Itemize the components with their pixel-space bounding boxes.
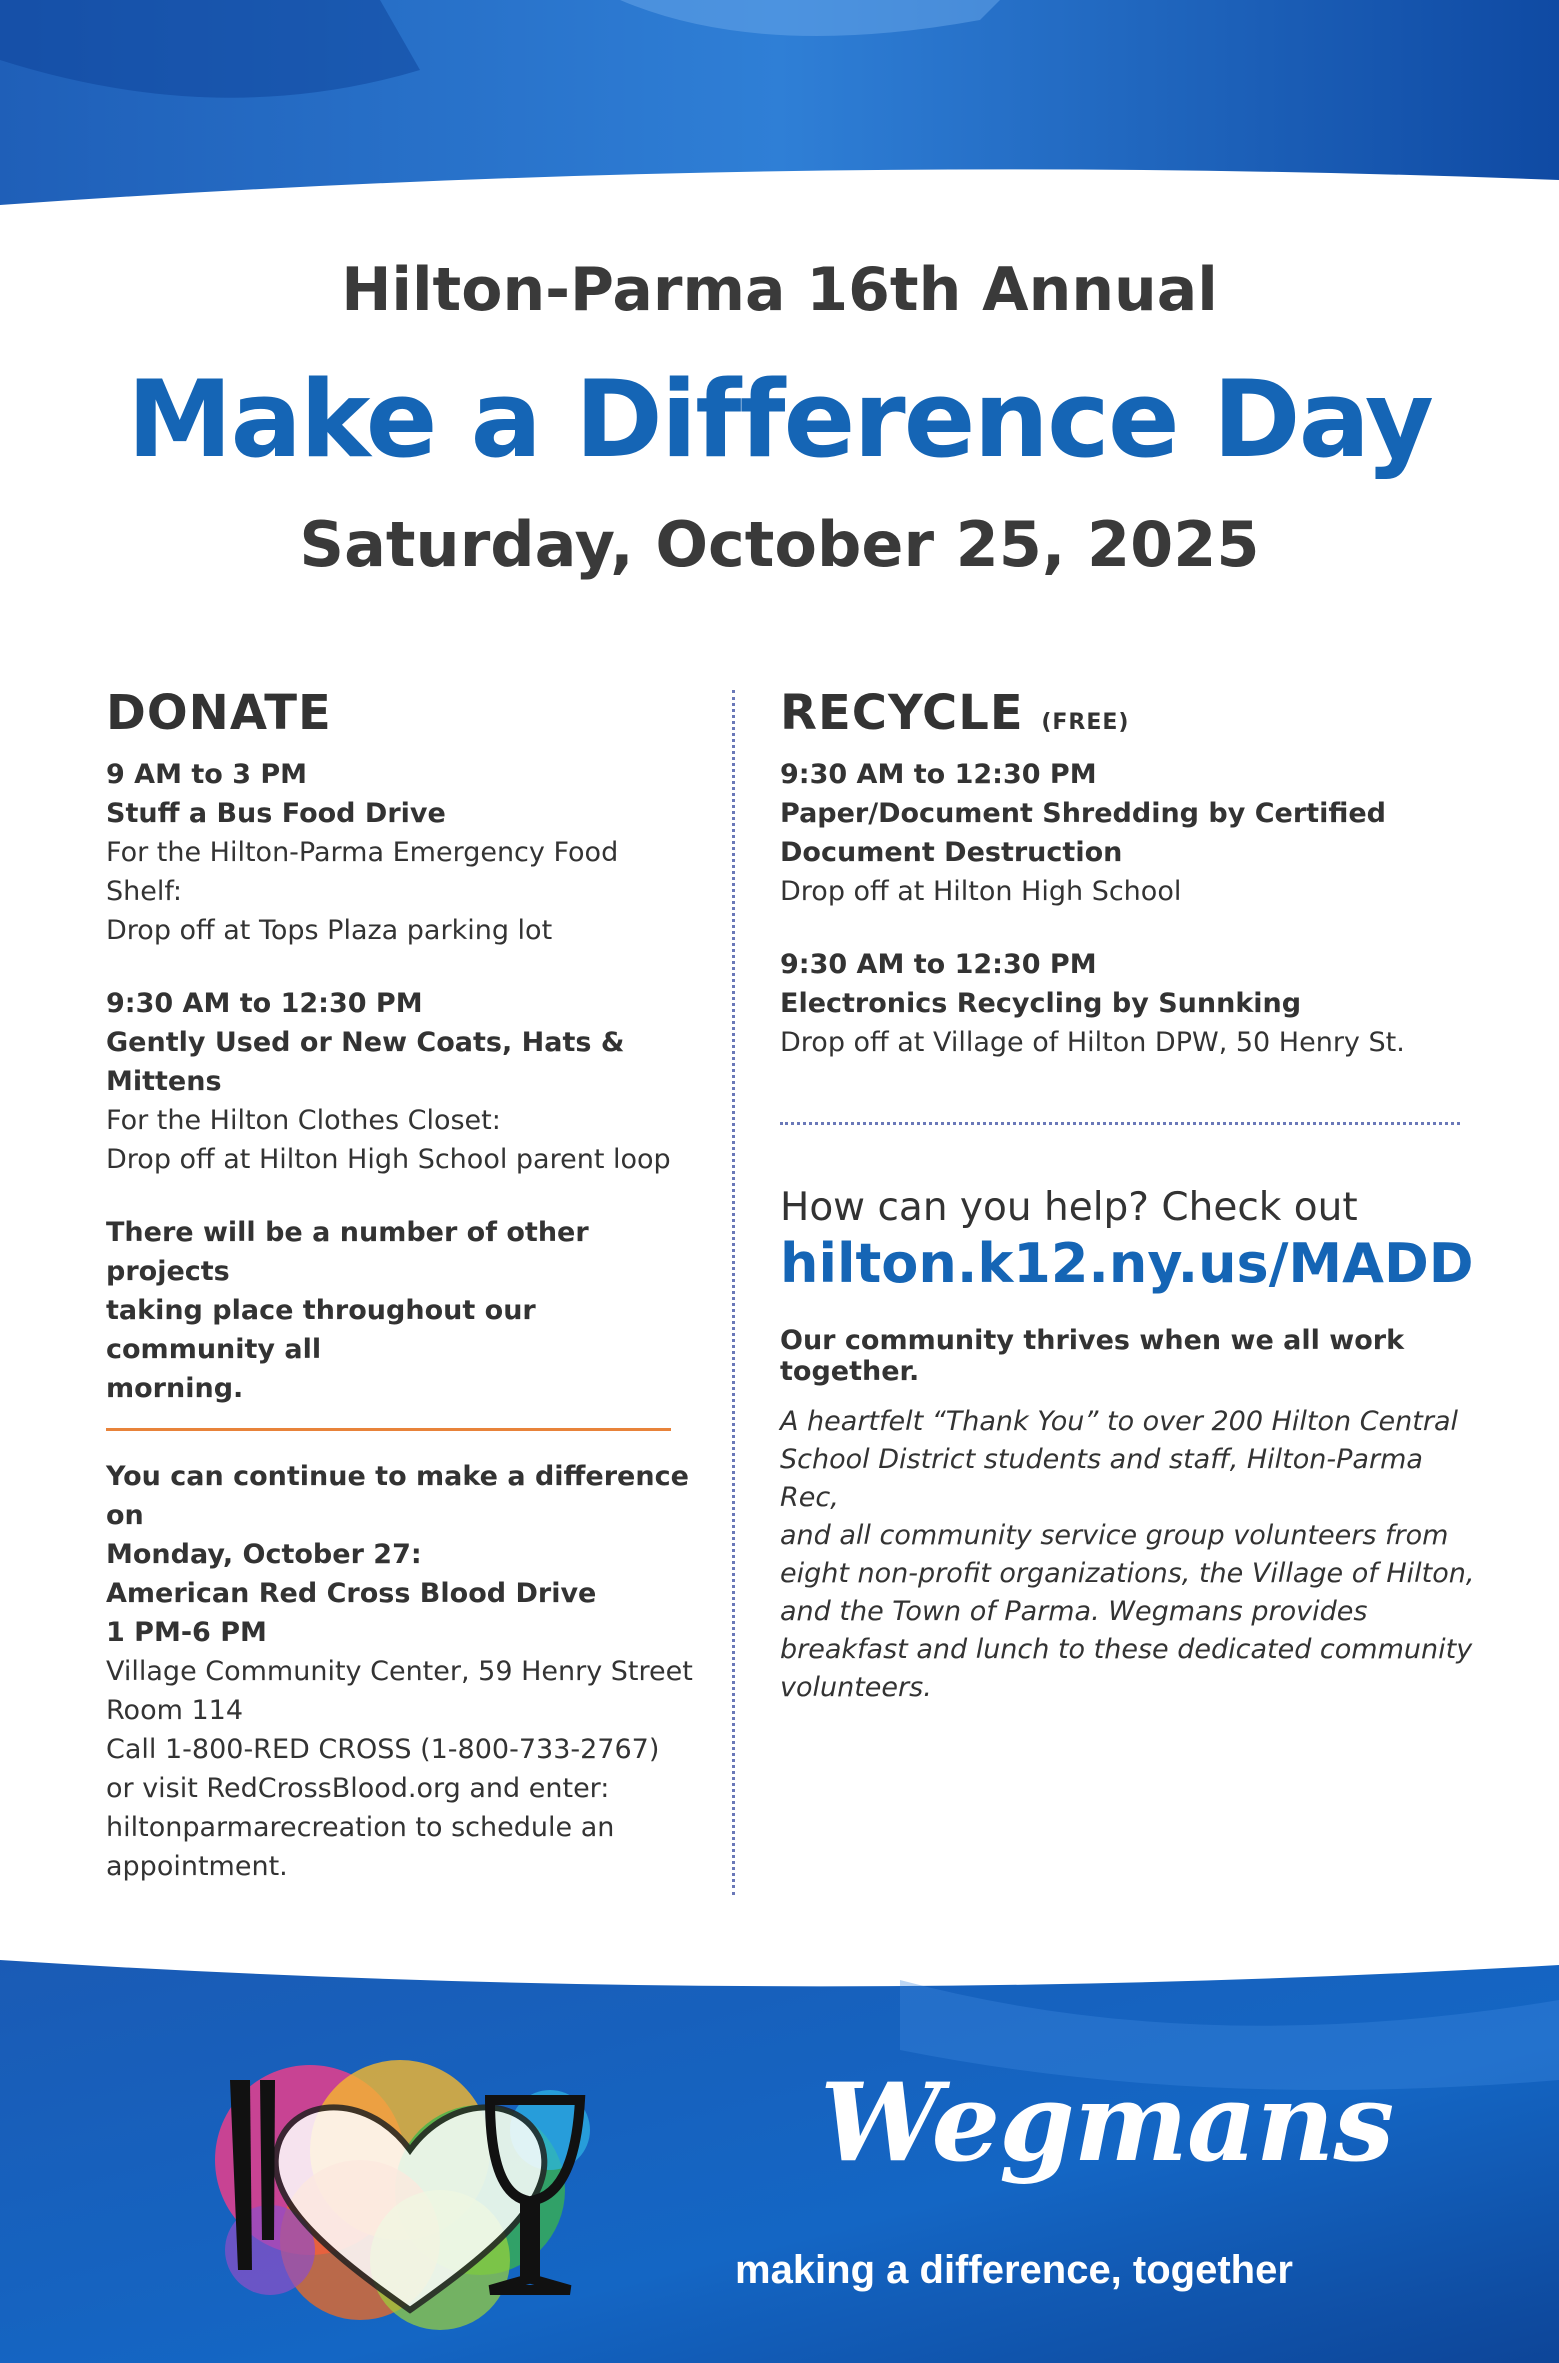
blood-line2: Room 114 <box>106 1695 244 1726</box>
help-prompt: How can you help? Check out <box>780 1185 1358 1230</box>
shredding-block <box>780 755 1480 911</box>
coats-time: 9:30 AM to 12:30 PM <box>106 988 423 1019</box>
food-drive-line1: For the Hilton-Parma Emergency Food Shelf: <box>106 837 619 907</box>
food-drive-time: 9 AM to 3 PM <box>106 759 308 790</box>
event-date: Saturday, October 25, 2025 <box>299 508 1260 581</box>
madd-link[interactable]: hilton.k12.ny.us/MADD <box>780 1232 1474 1295</box>
coats-line1: For the Hilton Clothes Closet: <box>106 1105 501 1136</box>
continue-line2: Monday, October 27: <box>106 1539 422 1570</box>
recycle-heading-text: RECYCLE <box>780 685 1024 741</box>
electronics-line1: Drop off at Village of Hilton DPW, 50 Henry St. <box>780 1027 1405 1058</box>
event-subtitle: Hilton-Parma 16th Annual <box>341 255 1218 325</box>
coats-name: Gently Used or New Coats, Hats & Mittens <box>106 1027 625 1097</box>
blood-line1: Village Community Center, 59 Henry Street <box>106 1656 693 1687</box>
dotted-divider <box>780 1122 1460 1125</box>
shredding-name2: Document Destruction <box>780 837 1123 868</box>
shredding-name1: Paper/Document Shredding by Certified <box>780 798 1386 829</box>
heart-splash-logo <box>190 2040 630 2344</box>
wegmans-logo: Wegmans <box>820 2060 1394 2186</box>
blood-line4: or visit RedCrossBlood.org and enter: <box>106 1773 610 1804</box>
blood-line6: appointment. <box>106 1851 288 1882</box>
electronics-time: 9:30 AM to 12:30 PM <box>780 949 1097 980</box>
thanks-line2: School District students and staff, Hilton-Parma Rec, <box>780 1444 1423 1513</box>
food-drive-line2: Drop off at Tops Plaza parking lot <box>106 915 553 946</box>
wegmans-tagline: making a difference, together <box>735 2248 1293 2292</box>
thrives-statement: Our community thrives when we all work together. <box>780 1325 1405 1387</box>
coats-block <box>106 984 696 1179</box>
blood-drive-name: American Red Cross Blood Drive <box>106 1578 597 1609</box>
thanks-line6: breakfast and lunch to these dedicated community <box>780 1634 1473 1665</box>
shredding-time: 9:30 AM to 12:30 PM <box>780 759 1097 790</box>
blood-drive-block <box>106 1457 696 1886</box>
recycle-heading <box>780 685 1480 741</box>
recycle-free-note: (FREE) <box>1041 710 1130 735</box>
continue-line1: You can continue to make a difference on <box>106 1461 689 1531</box>
projects-note <box>106 1213 696 1408</box>
donate-column <box>106 685 696 1920</box>
coats-line2: Drop off at Hilton High School parent loop <box>106 1144 671 1175</box>
blood-drive-time: 1 PM-6 PM <box>106 1617 267 1648</box>
electronics-block <box>780 945 1480 1062</box>
food-drive-block <box>106 755 696 950</box>
donate-heading: DONATE <box>106 685 332 741</box>
blood-line5: hiltonparmarecreation to schedule an <box>106 1812 615 1843</box>
thanks-line1: A heartfelt “Thank You” to over 200 Hilton Central <box>780 1406 1459 1437</box>
projects-line1: There will be a number of other projects <box>106 1217 589 1287</box>
event-title: Make a Difference Day <box>127 358 1432 481</box>
orange-divider <box>106 1428 671 1431</box>
food-drive-name: Stuff a Bus Food Drive <box>106 798 446 829</box>
thank-you-note <box>780 1403 1480 1707</box>
recycle-column <box>780 685 1480 1707</box>
column-divider <box>732 690 735 1895</box>
thanks-line5: and the Town of Parma. Wegmans provides <box>780 1596 1368 1627</box>
projects-line3: morning. <box>106 1373 244 1404</box>
electronics-name: Electronics Recycling by Sunnking <box>780 988 1302 1019</box>
shredding-line1: Drop off at Hilton High School <box>780 876 1182 907</box>
projects-line2: taking place throughout our community all <box>106 1295 536 1365</box>
thanks-line7: volunteers. <box>780 1672 932 1703</box>
blood-line3: Call 1-800-RED CROSS (1-800-733-2767) <box>106 1734 660 1765</box>
top-banner <box>0 0 1559 230</box>
thanks-line4: eight non-profit organizations, the Village of Hilton, <box>780 1558 1475 1589</box>
thanks-line3: and all community service group volunteers from <box>780 1520 1449 1551</box>
